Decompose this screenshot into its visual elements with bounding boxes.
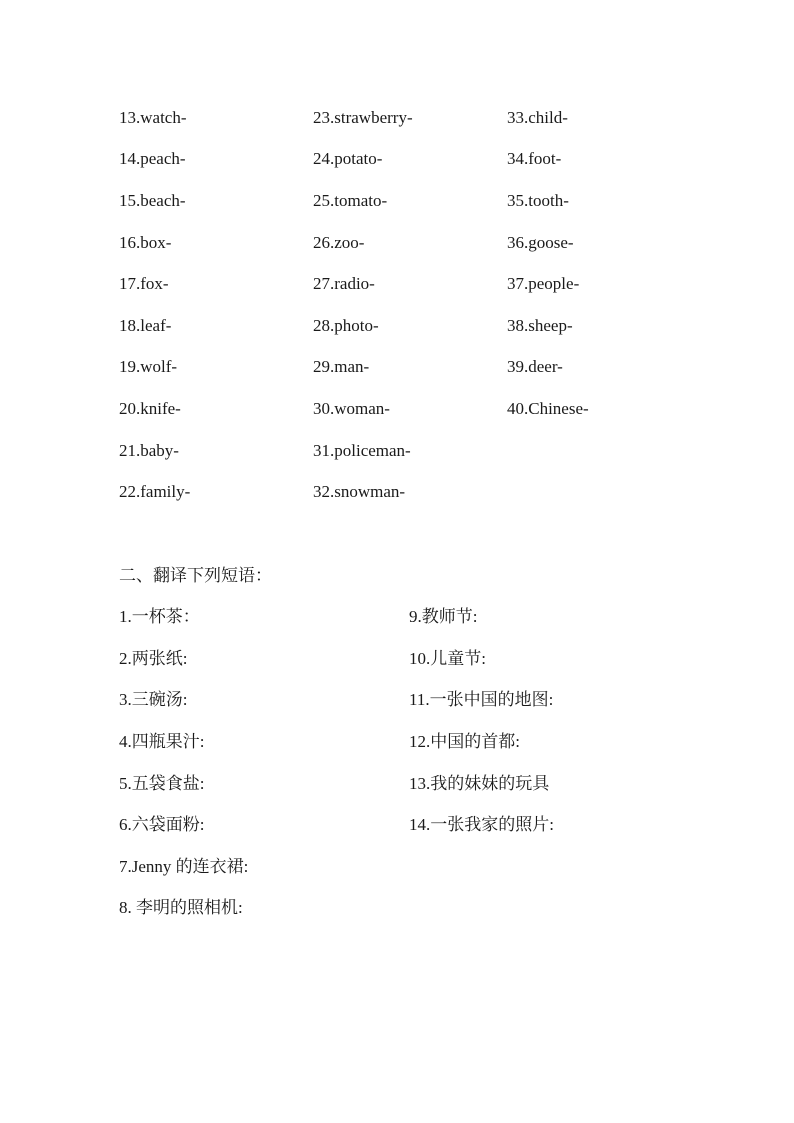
word-item: 39.deer- (507, 357, 563, 376)
phrase-item: 10.儿童节: (409, 649, 486, 668)
word-item: 25.tomato- (313, 191, 388, 210)
phrase-item: 7.Jenny 的连衣裙: (119, 857, 249, 876)
word-item: 32.snowman- (313, 482, 406, 501)
section-heading: 二、翻译下列短语： (119, 566, 272, 585)
phrase-item: 8. 李明的照相机: (119, 898, 243, 917)
word-item: 14.peach- (119, 149, 186, 168)
phrase-item: 12.中国的首都: (409, 732, 520, 751)
word-item: 33.child- (507, 108, 568, 127)
word-item: 30.woman- (313, 399, 390, 418)
phrase-item: 6.六袋面粉: (119, 815, 205, 834)
phrase-item: 1.一杯茶： (119, 607, 200, 626)
word-item: 24.potato- (313, 149, 383, 168)
word-item: 23.strawberry- (313, 108, 413, 127)
phrase-item: 13.我的妹妹的玩具 (409, 774, 550, 793)
word-item: 20.knife- (119, 399, 181, 418)
phrase-item: 14.一张我家的照片: (409, 815, 554, 834)
word-item: 13.watch- (119, 108, 187, 127)
phrase-item: 2.两张纸: (119, 649, 188, 668)
word-item: 27.radio- (313, 274, 375, 293)
word-item: 17.fox- (119, 274, 169, 293)
word-item: 28.photo- (313, 316, 379, 335)
word-item: 36.goose- (507, 233, 574, 252)
word-item: 22.family- (119, 482, 191, 501)
word-item: 21.baby- (119, 441, 179, 460)
word-item: 40.Chinese- (507, 399, 589, 418)
phrase-item: 5.五袋食盐: (119, 774, 205, 793)
phrase-item: 9.教师节: (409, 607, 478, 626)
word-item: 26.zoo- (313, 233, 365, 252)
word-item: 16.box- (119, 233, 172, 252)
word-item: 19.wolf- (119, 357, 178, 376)
phrase-item: 4.四瓶果汁: (119, 732, 205, 751)
word-item: 35.tooth- (507, 191, 569, 210)
word-item: 37.people- (507, 274, 580, 293)
word-item: 31.policeman- (313, 441, 411, 460)
word-item: 29.man- (313, 357, 370, 376)
word-item: 34.foot- (507, 149, 562, 168)
phrase-item: 3.三碗汤: (119, 690, 188, 709)
phrase-item: 11.一张中国的地图: (409, 690, 554, 709)
word-item: 15.beach- (119, 191, 186, 210)
word-item: 38.sheep- (507, 316, 573, 335)
word-item: 18.leaf- (119, 316, 172, 335)
